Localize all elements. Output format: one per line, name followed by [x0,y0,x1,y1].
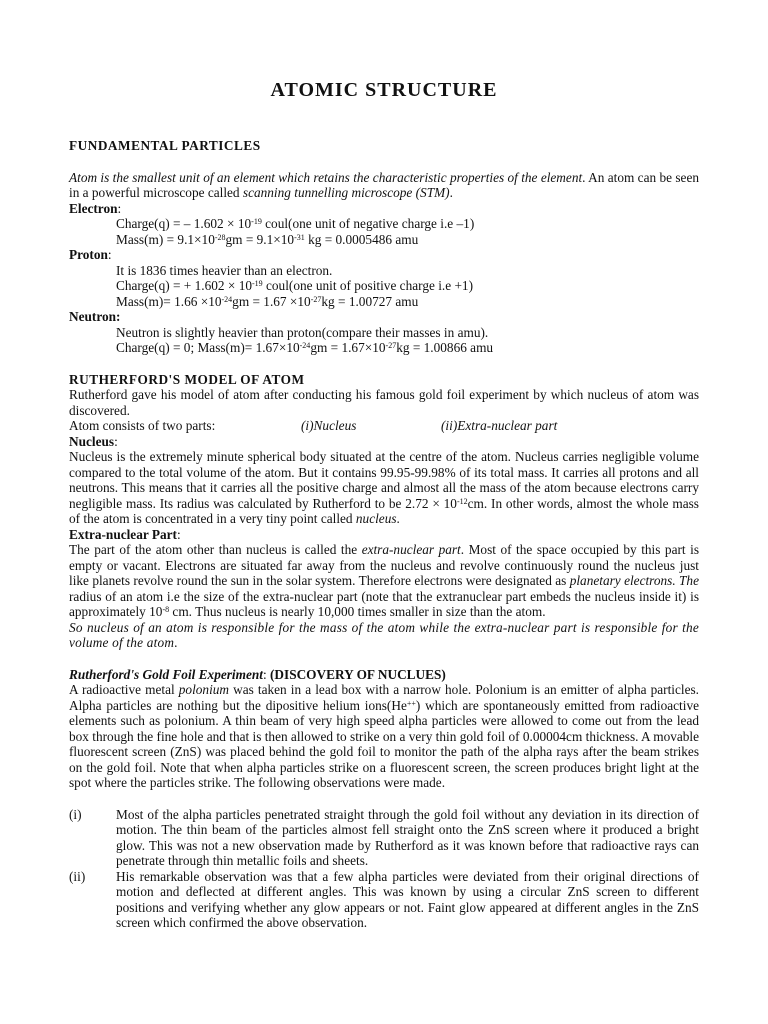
gold-foil-a: A radioactive metal [69,682,179,697]
atom-part-nucleus: (i)Nucleus [301,418,357,433]
intro-definition: Atom is the smallest unit of an element which retains the characteristic properties of the element [69,169,583,185]
extranuclear-heading: Extra-nuclear Part: [69,526,181,542]
electron-heading: Electron: [69,200,122,216]
electron-mass-exp2: -31 [294,232,305,242]
atom-parts-label: Atom consists of two parts: [69,418,216,433]
nucleus-text-a: Nucleus is the extremely minute spherical body situated at the centre of the atom. Nucleus carries negligible volume compared to the total volume of the atom. But it contains 99.95-99.98% of its total mass. It carries all protons and all neutrons. This means that it carries all the positive charge and almost all the mass of the atom because electrons carry negligible mass. Its radius was calculated by Rutherford to be 2.72 × 10 [69,449,699,511]
extra-term: extra-nuclear part [361,542,461,557]
document-page [69,76,699,931]
observation-text: Most of the alpha particles penetrated straight through the gold foil without any deviation in its direction of motion. The thin beam of the particles almost fell straight onto the ZnS screen where it produced a bright glow. This was not a new observation made by Rutherford as it was known before that radioactive rays can penetrate through thin metallic foils and sheets. [116,806,699,868]
atom-parts-line [69,418,699,434]
extra-c: radius of an atom i.e the size of the extra-nuclear part (note that the extranuclear part embeds the nucleus inside it) is approximately 10 [69,588,699,619]
proton-mass-exp1: -24 [221,294,233,304]
intro-paragraph [69,170,699,201]
proton-charge-b: coul(one unit of positive charge i.e +1) [262,278,474,293]
section-heading-fundamental: FUNDAMENTAL PARTICLES [69,138,261,153]
stm-term: scanning tunnelling microscope (STM) [242,185,450,200]
proton-mass-exp2: -27 [310,294,322,304]
polonium-term: polonium [178,682,230,697]
proton-mass-b: gm = 1.67 ×10 [232,293,311,309]
observation-item [69,807,699,869]
neutron-line2-c: kg = 1.00866 amu [396,340,494,355]
proton-charge-exp: -19 [252,279,263,288]
electron-charge [69,216,699,232]
nucleus-paragraph [69,449,699,527]
gold-foil-heading-italic: Rutherford's Gold Foil Experiment [69,666,263,682]
conclusion-end: . [174,635,178,650]
page-title: ATOMIC STRUCTURE [270,79,498,101]
neutron-line1: Neutron is slightly heavier than proton(compare their masses in amu). [116,324,489,340]
extra-a: The part of the atom other than nucleus is called the [69,542,362,557]
proton-mass [69,294,699,310]
neutron-line2-exp2: -27 [385,341,397,350]
gold-foil-paragraph [69,682,699,791]
nucleus-label: Nucleus [69,433,115,449]
neutron-line2-a: Charge(q) = 0; Mass(m)= 1.67×10 [116,340,300,355]
rutherford-intro: Rutherford gave his model of atom after conducting his famous gold foil experiment by which nucleus of atom was discovered. [69,387,699,418]
extra-exp: -8 [162,605,170,614]
electron-mass-a: Mass(m) = 9.1×10 [116,231,215,247]
proton-charge-a: Charge(q) = + 1.602 × 10 [116,278,252,293]
proton-line1: It is 1836 times heavier than an electron. [116,262,333,278]
helium-charge-sup: ++ [406,698,416,708]
nucleus-text-b: cm. In other words, almost the whole mass of the atom is concentrated in a very tiny point called [69,495,699,526]
electron-mass [69,232,699,248]
neutron-line2-b: gm = 1.67×10 [310,340,386,355]
planetary-electrons-term: planetary electrons. The [569,573,699,588]
electron-charge-b: coul(one unit of negative charge i.e –1) [261,216,475,231]
neutron-line2 [69,340,699,356]
nucleus-term: nucleus [355,511,397,526]
electron-charge-a: Charge(q) = – 1.602 × 10 [116,216,252,231]
proton-label: Proton [69,247,108,262]
proton-mass-a: Mass(m)= 1.66 ×10 [116,293,222,309]
nucleus-end: . [396,511,400,526]
gold-foil-c: ) which are spontaneously emitted from radioactive elements such as polonium. A thin beam of very high speed alpha particles were allowed to come out from the lead box through the fine hole and that is then allowed to strike on a very thin gold foil of 0.00004cm thickness. A movable fluorescent screen (ZnS) was placed behind the gold foil to monitor the path of the alpha rays after the beam strikes on the gold foil. Note that when alpha particles strike on a fluorescent screen, the screen produces bright light at the spot where the particles strike. The following observations were made. [69,697,700,790]
gold-foil-b: was taken in a lead box with a narrow hole. Polonium is an emitter of alpha particles. Alpha particles are nothing but the dipositive helium ions(He [69,682,699,713]
observation-item [69,869,699,931]
electron-mass-c: kg = 0.0005486 amu [304,231,419,247]
proton-charge [69,278,699,294]
observation-number: (ii) [69,868,86,884]
observation-text: His remarkable observation was that a few alpha particles were deviated from their original directions of motion and deflected at different angles. This was known by using a circular ZnS screen to different positions and verifying whether any glow appears or not. Faint glow appeared at different angles in the ZnS screen which confirmed the above observation. [116,868,699,930]
section-heading-rutherford: RUTHERFORD'S MODEL OF ATOM [69,371,305,387]
electron-label: Electron [69,200,118,216]
intro-end: . [449,185,453,200]
gold-foil-heading-bold: (DISCOVERY OF NUCLUES) [269,666,446,682]
nucleus-exp: -12 [456,496,468,506]
gold-foil-heading-colon: : [262,666,270,682]
nucleus-heading: Nucleus: [69,433,118,449]
electron-charge-exp: -19 [251,217,262,226]
intro-text: . An atom can be seen in a powerful microscope called [69,169,700,200]
neutron-line2-exp1: -24 [299,341,311,350]
section-heading-gold-foil [69,667,699,683]
proton-mass-c: kg = 1.00727 amu [321,293,419,309]
extra-d: cm. Thus nucleus is nearly 10,000 times smaller in size than the atom. [169,604,546,619]
extra-b: . Most of the space occupied by this part is empty or vacant. Electrons are situated far away from the nucleus and revolve continuously round the nucleus just like planets revolve round the sun in the solar system. Therefore electrons were designated as [69,542,700,588]
conclusion-paragraph [69,620,699,651]
observation-number: (i) [69,806,82,822]
proton-heading: Proton: [69,247,112,262]
atom-part-extranuclear: (ii)Extra-nuclear part [441,418,558,433]
conclusion-text: So nucleus of an atom is responsible for the mass of the atom while the extra-nuclear part is responsible for the volume of the atom [69,619,699,650]
extranuclear-label: Extra-nuclear Part [69,526,177,542]
extranuclear-paragraph [69,542,699,620]
electron-mass-exp1: -28 [214,232,226,242]
electron-mass-b: gm = 9.1×10 [225,231,295,247]
neutron-heading: Neutron: [69,309,121,324]
